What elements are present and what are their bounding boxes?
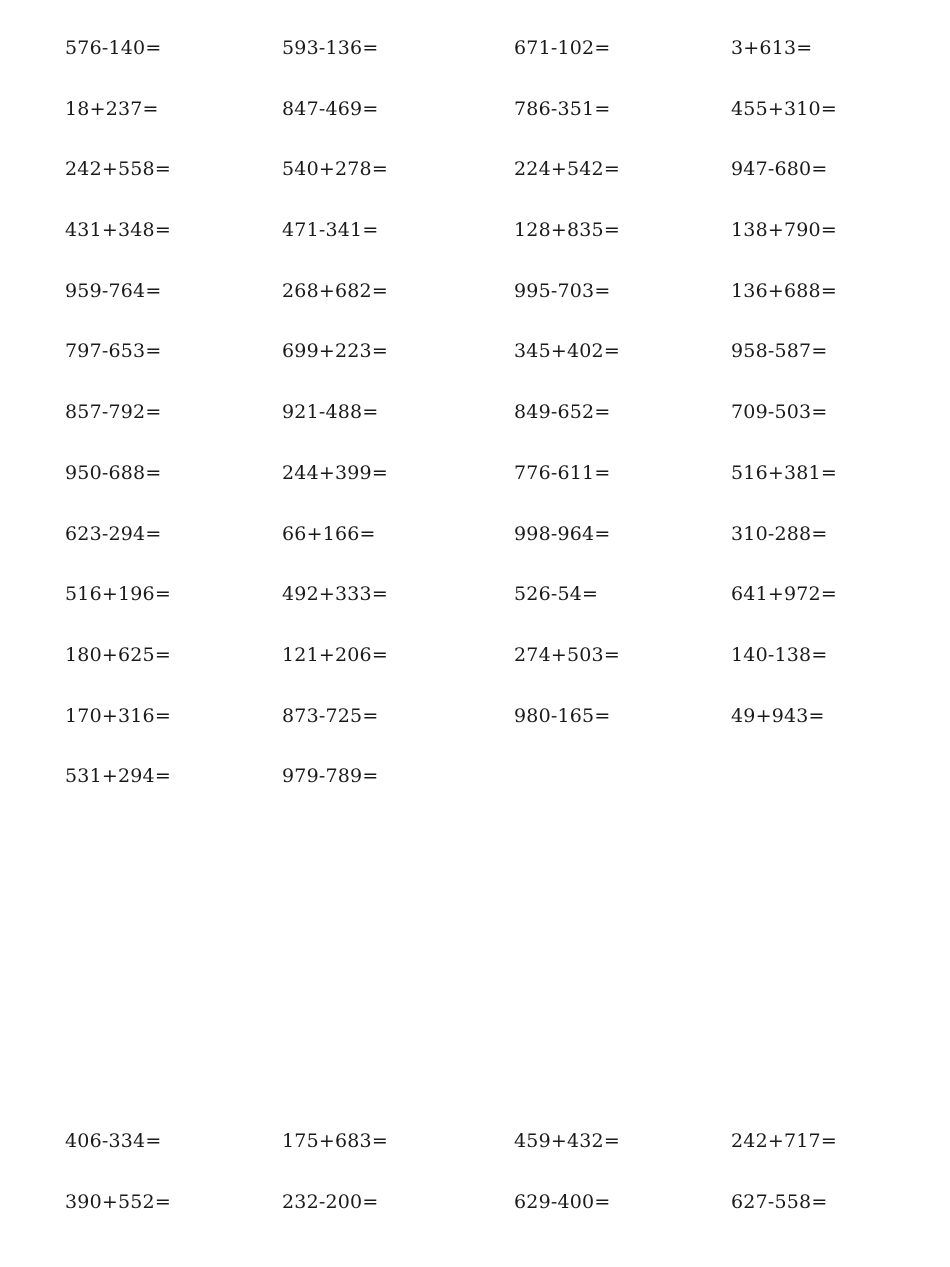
math-problem: 18+237= <box>65 97 159 120</box>
math-problem: 516+196= <box>65 583 171 606</box>
math-problem: 998-964= <box>514 522 611 545</box>
math-problem: 849-652= <box>514 401 611 424</box>
math-problem: 274+503= <box>514 643 620 666</box>
math-problem: 170+316= <box>65 704 171 727</box>
math-problem: 921-488= <box>282 401 379 424</box>
problem-row <box>0 443 950 504</box>
math-problem: 959-764= <box>65 279 162 302</box>
math-problem: 431+348= <box>65 219 171 242</box>
problem-row <box>0 746 950 807</box>
math-problem: 958-587= <box>731 340 828 363</box>
math-problem: 66+166= <box>282 522 376 545</box>
math-problem: 526-54= <box>514 583 599 606</box>
math-problem: 224+542= <box>514 158 620 181</box>
math-problem: 406-334= <box>65 1130 162 1152</box>
math-problem: 516+381= <box>731 461 837 484</box>
math-problem: 786-351= <box>514 97 611 120</box>
math-problem: 136+688= <box>731 279 837 302</box>
math-problem: 847-469= <box>282 97 379 120</box>
math-problem: 390+552= <box>65 1190 171 1213</box>
math-problem: 950-688= <box>65 461 162 484</box>
math-problem: 995-703= <box>514 279 611 302</box>
math-problem: 857-792= <box>65 401 162 424</box>
math-problem: 492+333= <box>282 583 388 606</box>
math-problem: 531+294= <box>65 765 171 788</box>
math-problem: 540+278= <box>282 158 388 181</box>
math-problem: 121+206= <box>282 643 388 666</box>
math-problem: 471-341= <box>282 219 379 242</box>
math-problem: 268+682= <box>282 279 388 302</box>
math-problem: 232-200= <box>282 1190 379 1213</box>
math-problem: 671-102= <box>514 37 611 59</box>
math-problem: 797-653= <box>65 340 162 363</box>
math-problem: 244+399= <box>282 461 388 484</box>
problem-row <box>0 1172 950 1233</box>
math-problem: 49+943= <box>731 704 825 727</box>
problem-row <box>0 261 950 322</box>
math-problem: 138+790= <box>731 219 837 242</box>
problem-block-top <box>0 18 950 807</box>
problem-block-bottom <box>0 1111 950 1232</box>
problem-row <box>0 139 950 200</box>
problem-row <box>0 686 950 747</box>
math-problem: 180+625= <box>65 643 171 666</box>
problem-row <box>0 382 950 443</box>
math-problem: 709-503= <box>731 401 828 424</box>
problem-row <box>0 321 950 382</box>
math-problem: 699+223= <box>282 340 388 363</box>
problem-row <box>0 625 950 686</box>
problem-row <box>0 564 950 625</box>
math-problem: 776-611= <box>514 461 611 484</box>
math-problem: 627-558= <box>731 1190 828 1213</box>
math-problem: 310-288= <box>731 522 828 545</box>
math-problem: 873-725= <box>282 704 379 727</box>
problem-row <box>0 1111 950 1172</box>
math-problem: 979-789= <box>282 765 379 788</box>
math-problem: 980-165= <box>514 704 611 727</box>
math-problem: 455+310= <box>731 97 837 120</box>
problem-row <box>0 79 950 140</box>
problem-row <box>0 18 950 79</box>
math-problem: 242+717= <box>731 1130 837 1152</box>
math-problem: 242+558= <box>65 158 171 181</box>
problem-row <box>0 504 950 565</box>
problem-row <box>0 200 950 261</box>
math-problem: 3+613= <box>731 37 813 59</box>
math-problem: 576-140= <box>65 37 162 59</box>
math-problem: 641+972= <box>731 583 837 606</box>
math-problem: 947-680= <box>731 158 828 181</box>
math-problem: 140-138= <box>731 643 828 666</box>
math-problem: 593-136= <box>282 37 379 59</box>
math-problem: 623-294= <box>65 522 162 545</box>
math-problem: 629-400= <box>514 1190 611 1213</box>
math-problem: 175+683= <box>282 1130 388 1152</box>
math-problem: 459+432= <box>514 1130 620 1152</box>
math-problem: 128+835= <box>514 219 620 242</box>
math-problem: 345+402= <box>514 340 620 363</box>
